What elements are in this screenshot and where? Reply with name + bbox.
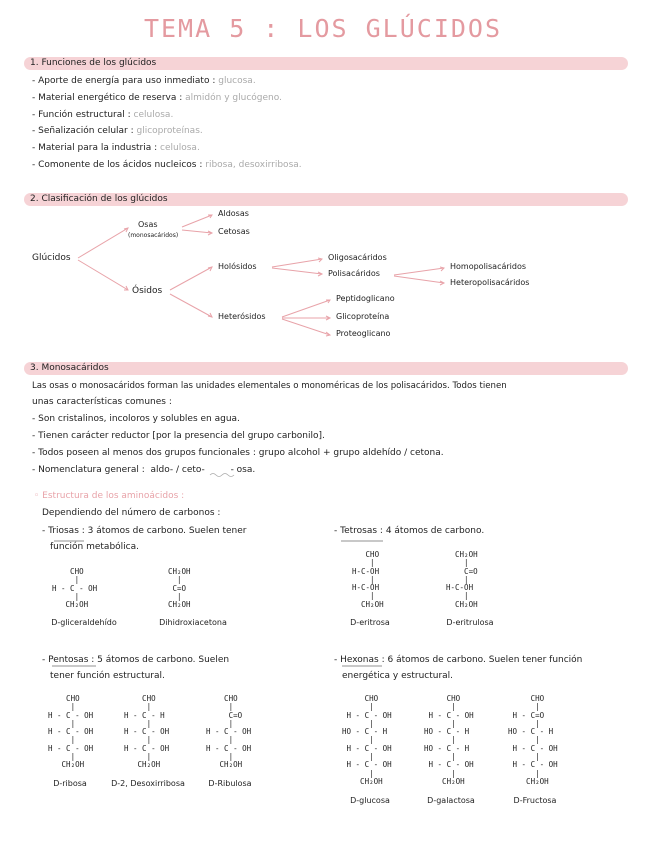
- section-3-heading: 3. Monosacáridos: [30, 363, 109, 373]
- formula-gliceraldehido: CHO | H - C - OH | CH₂OH: [52, 567, 98, 610]
- hexosas-desc-2: energética y estructural.: [342, 671, 454, 681]
- name-ribulosa: D-Ribulosa: [208, 779, 252, 788]
- node-osas-sub: (monosacáridos): [128, 232, 179, 239]
- formula-eritrulosa: CH₂OH | C=O | H-C-OH | CH₂OH: [446, 550, 478, 609]
- name-glucosa: D-glucosa: [350, 796, 390, 805]
- node-proteoglicano: Proteoglicano: [336, 329, 391, 338]
- function-item: - Función estructural : celulosa.: [32, 110, 174, 120]
- formula-ribosa: CHO | H - C - OH | H - C - OH | H - C - OH | CH₂OH: [48, 694, 94, 770]
- name-dihidroxiacetona: Dihidroxiacetona: [159, 618, 227, 627]
- name-eritrosa: D-eritrosa: [350, 618, 390, 627]
- triosas-desc: - Triosas : 3 átomos de carbono. Suelen tener: [42, 526, 247, 536]
- name-eritrulosa: D-eritrulosa: [446, 618, 494, 627]
- formula-desoxirribosa: CHO | H - C - H | H - C - OH | H - C - OH | CH₂OH: [124, 694, 170, 770]
- dependiendo-text: Dependiendo del número de carbonos :: [42, 508, 221, 518]
- node-glucidos: Glúcidos: [32, 253, 71, 263]
- node-glicoproteina: Glicoproteína: [336, 312, 390, 321]
- formula-fructosa: CHO | H - C=O | HO - C - H | H - C - OH | H - C - OH | CH₂OH: [508, 694, 558, 786]
- intro-line-1: Las osas o monosacáridos forman las unidades elementales o monoméricas de los polisacáridos. Todos tienen: [32, 381, 507, 391]
- tetrosas-desc: - Tetrosas : 4 átomos de carbono.: [334, 526, 485, 536]
- node-osidos: Ósidos: [132, 286, 163, 296]
- property-item: - Son cristalinos, incoloros y solubles en agua.: [32, 414, 240, 424]
- formula-ribulosa: CHO | C=O | H - C - OH | H - C - OH | CH₂OH: [206, 694, 252, 770]
- node-oligosacaridos: Oligosacáridos: [328, 253, 387, 262]
- node-cetosas: Cetosas: [218, 227, 250, 236]
- page-title: TEMA 5 : LOS GLÚCIDOS: [143, 14, 503, 43]
- name-fructosa: D-Fructosa: [513, 796, 557, 805]
- node-aldosas: Aldosas: [218, 209, 249, 218]
- node-homopolisacaridos: Homopolisacáridos: [450, 262, 527, 271]
- function-item: - Material para la industria : celulosa.: [32, 143, 200, 153]
- triosas-desc-2: función metabólica.: [50, 542, 139, 552]
- pentosas-desc: - Pentosas : 5 átomos de carbono. Suelen: [42, 655, 230, 665]
- node-heteropolisacaridos: Heteropolisacáridos: [450, 278, 530, 287]
- node-peptidoglicano: Peptidoglicano: [336, 294, 395, 303]
- subheading-estructura: ◦ Estructura de los aminoácidos :: [34, 491, 185, 501]
- formula-eritrosa: CHO | H-C-OH | H-C-OH | CH₂OH: [352, 550, 384, 609]
- section-2-heading: 2. Clasificación de los glúcidos: [30, 194, 168, 204]
- name-gliceraldehido: D-gliceraldehído: [51, 618, 117, 627]
- property-item: - Nomenclatura general : aldo- / ceto- - osa.: [32, 465, 256, 475]
- name-ribosa: D-ribosa: [53, 779, 87, 788]
- intro-line-2: unas características comunes :: [32, 397, 172, 407]
- function-item: - Señalización celular : glicoproteínas.: [32, 126, 203, 136]
- pentosas-desc-2: tener función estructural.: [50, 671, 165, 681]
- node-heterosidos: Heterósidos: [218, 312, 266, 321]
- section-3-bar: [24, 362, 628, 375]
- function-item: - Comonente de los ácidos nucleicos : ribosa, desoxirribosa.: [32, 160, 302, 170]
- formula-galactosa: CHO | H - C - OH | HO - C - H | HO - C - H | H - C - OH | CH₂OH: [424, 694, 474, 786]
- formula-glucosa: CHO | H - C - OH | HO - C - H | H - C - OH | H - C - OH | CH₂OH: [342, 694, 392, 786]
- name-galactosa: D-galactosa: [427, 796, 475, 805]
- name-desoxirribosa: D-2, Desoxirribosa: [111, 779, 185, 788]
- node-osas: Osas: [138, 220, 158, 229]
- function-item: - Material energético de reserva : almidón y glucógeno.: [32, 93, 282, 103]
- property-item: - Tienen carácter reductor [por la presencia del grupo carbonilo].: [32, 431, 325, 441]
- function-item: - Aporte de energía para uso inmediato : glucosa.: [32, 76, 256, 86]
- hexosas-desc: - Hexonas : 6 átomos de carbono. Suelen tener función: [334, 655, 583, 665]
- node-holosidos: Holósidos: [218, 262, 257, 271]
- formula-dihidroxiacetona: CH₂OH | C=O | CH₂OH: [168, 567, 191, 610]
- node-polisacaridos: Polisacáridos: [328, 269, 380, 278]
- property-item: - Todos poseen al menos dos grupos funcionales : grupo alcohol + grupo aldehído / cetona.: [32, 448, 444, 458]
- section-1-heading: 1. Funciones de los glúcidos: [30, 58, 157, 68]
